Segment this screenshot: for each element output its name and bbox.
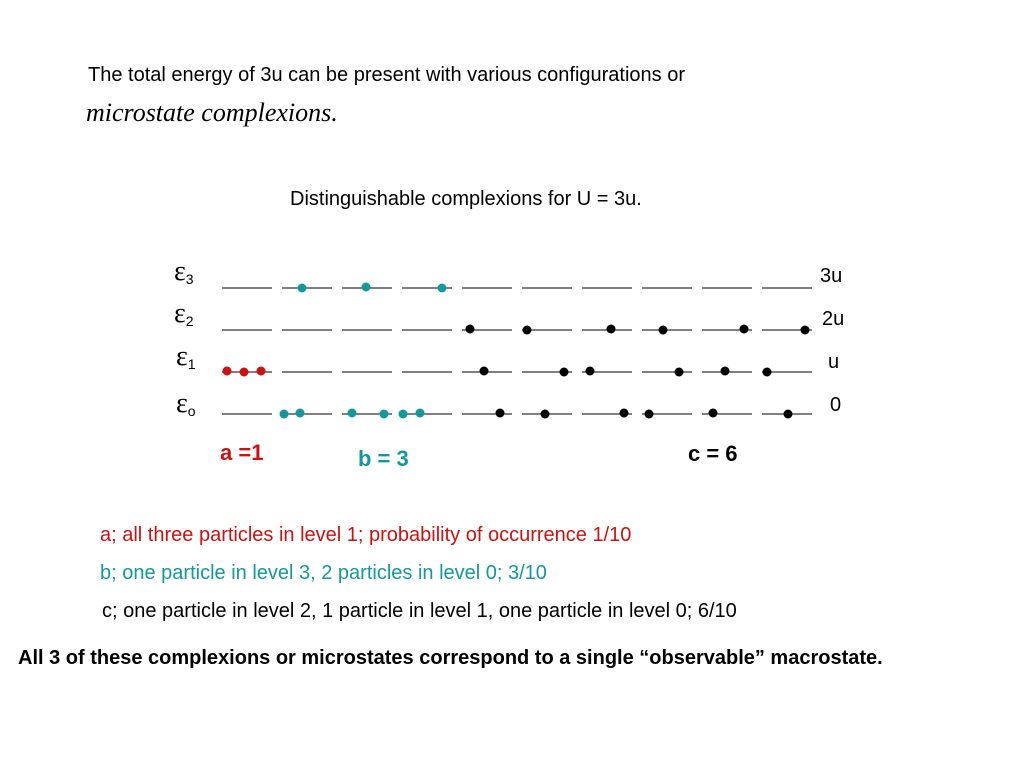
- particle-dot: [763, 368, 772, 377]
- particle-dot: [240, 368, 249, 377]
- particle-dot: [466, 325, 475, 334]
- conclusion-text: All 3 of these complexions or microstates correspond to a single “observable” macrostate.: [18, 647, 883, 669]
- particle-dot: [296, 409, 305, 418]
- particle-dot: [560, 368, 569, 377]
- particle-dot: [257, 367, 266, 376]
- particle-dot: [380, 410, 389, 419]
- energy-value-1: u: [828, 351, 840, 373]
- particle-dot: [480, 367, 489, 376]
- particle-dot: [740, 325, 749, 334]
- epsilon-glyph: ε: [176, 388, 188, 419]
- level-subscript: 2: [185, 313, 194, 329]
- label-c: c = 6: [688, 441, 738, 466]
- diagram-title: Distinguishable complexions for U = 3u.: [290, 188, 642, 210]
- particle-dot: [280, 410, 289, 419]
- epsilon-glyph: ε: [176, 341, 188, 372]
- particle-dot: [541, 410, 550, 419]
- particle-dot: [362, 283, 371, 292]
- particle-dot: [523, 326, 532, 335]
- particle-dot: [586, 367, 595, 376]
- note-c: c; one particle in level 2, 1 particle in level 1, one particle in level 0; 6/10: [102, 600, 737, 622]
- particle-dot: [496, 409, 505, 418]
- note-b: b; one particle in level 3, 2 particles in level 0; 3/10: [100, 562, 547, 584]
- particle-dot: [709, 409, 718, 418]
- label-b: b = 3: [358, 446, 409, 471]
- energy-value-3: 3u: [820, 265, 843, 287]
- intro-period: .: [331, 98, 338, 127]
- epsilon-glyph: ε: [174, 256, 186, 287]
- energy-value-2: 2u: [822, 308, 845, 330]
- energy-value-0: 0: [830, 394, 842, 416]
- particle-dot: [620, 409, 629, 418]
- label-a: a =1: [220, 440, 264, 465]
- particle-dot: [223, 367, 232, 376]
- particle-dot: [348, 409, 357, 418]
- particle-dot: [721, 367, 730, 376]
- level-subscript: 3: [185, 271, 194, 287]
- note-a: a; all three particles in level 1; probability of occurrence 1/10: [100, 524, 632, 546]
- particle-dot: [298, 284, 307, 293]
- particle-dot: [416, 409, 425, 418]
- particle-dot: [659, 326, 668, 335]
- level-subscript: 1: [187, 356, 196, 372]
- particle-dot: [399, 410, 408, 419]
- particle-dot: [438, 284, 447, 293]
- level-subscript: o: [187, 403, 196, 419]
- particle-dot: [645, 410, 654, 419]
- particle-dot: [801, 326, 810, 335]
- particle-dot: [607, 325, 616, 334]
- intro-line: The total energy of 3u can be present with various configurations or: [88, 64, 686, 86]
- particle-dot: [784, 410, 793, 419]
- epsilon-glyph: ε: [174, 298, 186, 329]
- particle-dot: [675, 368, 684, 377]
- intro-italic-text: microstate complexions: [86, 98, 332, 127]
